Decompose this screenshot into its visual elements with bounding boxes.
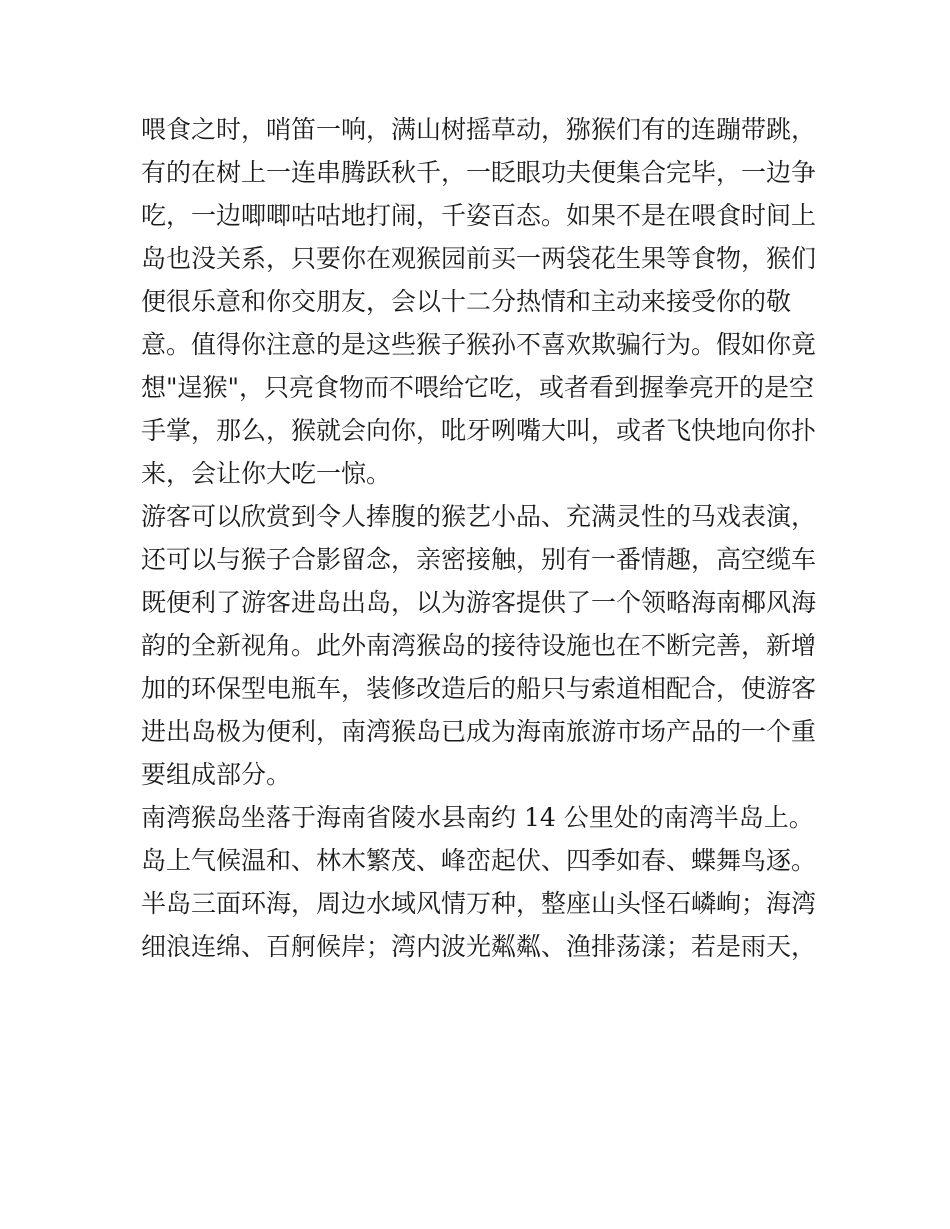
text-line: 想"逞猴"，只亮食物而不喂给它吃，或者看到握拳亮开的是空	[141, 373, 815, 402]
text-line: 岛上气候温和、林木繁茂、峰峦起伏、四季如春、蝶舞鸟逐。	[141, 846, 817, 875]
text-line: 要组成部分。	[141, 760, 292, 789]
text-line: 意。值得你注意的是这些猴子猴孙不喜欢欺骗行为。假如你竟	[141, 330, 817, 359]
text-line: 游客可以欣赏到令人捧腹的猴艺小品、充满灵性的马戏表演，	[141, 502, 817, 531]
text-line: 有的在树上一连串腾跃秋千，一眨眼功夫便集合完毕，一边争	[141, 158, 817, 187]
text-line: 喂食之时，哨笛一响，满山树摇草动，猕猴们有的连蹦带跳，	[141, 115, 817, 144]
paragraph-location	[141, 796, 821, 968]
text-line: 便很乐意和你交朋友，会以十二分热情和主动来接受你的敬	[141, 287, 792, 316]
text-line: 来，会让你大吃一惊。	[141, 459, 392, 488]
text-line: 手掌，那么，猴就会向你，吡牙咧嘴大叫，或者飞快地向你扑	[141, 416, 817, 445]
text-line: 岛也没关系，只要你在观猴园前买一两袋花生果等食物，猴们	[141, 244, 817, 273]
text-line: 进出岛极为便利，南湾猴岛已成为海南旅游市场产品的一个重	[141, 717, 817, 746]
paragraph-feeding	[141, 108, 821, 495]
text-line: 韵的全新视角。此外南湾猴岛的接待设施也在不断完善，新增	[141, 631, 817, 660]
text-line: 细浪连绵、百舸候岸；湾内波光粼粼、渔排荡漾；若是雨天，	[141, 932, 817, 961]
body-text	[141, 108, 821, 968]
text-line: 吃，一边唧唧咕咕地打闹，千姿百态。如果不是在喂食时间上	[141, 201, 817, 230]
text-line: 既便利了游客进岛出岛，以为游客提供了一个领略海南椰风海	[141, 588, 817, 617]
text-line: 半岛三面环海，周边水域风情万种，整座山头怪石嶙峋；海湾	[141, 889, 817, 918]
text-line: 南湾猴岛坐落于海南省陵水县南约 14 公里处的南湾半岛上。	[141, 803, 814, 832]
paragraph-attractions	[141, 495, 821, 796]
text-line: 还可以与猴子合影留念，亲密接触，别有一番情趣，高空缆车	[141, 545, 817, 574]
text-line: 加的环保型电瓶车，装修改造后的船只与索道相配合，使游客	[141, 674, 817, 703]
